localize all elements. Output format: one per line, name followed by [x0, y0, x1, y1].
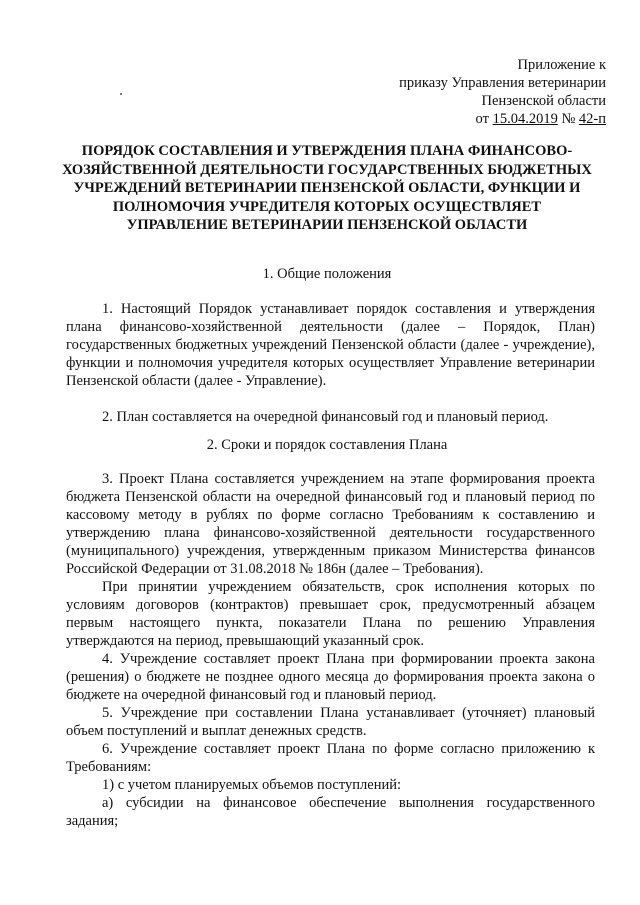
paragraph-6-1-a: а) субсидии на финансовое обеспечение выполнения государственного задания;: [66, 795, 595, 829]
document-body: [66, 300, 595, 426]
number-prefix: №: [561, 111, 576, 127]
paragraph-5: 5. Учреждение при составлении Плана устанавливает (уточняет) плановый объем поступлений и выплат денежных средств.: [66, 705, 595, 739]
paragraph-4: 4. Учреждение составляет проект Плана при формировании проекта закона (решения) о бюджете не позднее одного месяца до формирования проекта закона о бюджете на очередной финансовый год и плановый период.: [66, 651, 595, 703]
paragraph-6: 6. Учреждение составляет проект Плана по форме согласно приложению к Требованиям:: [66, 741, 595, 775]
order-number: 42-п: [578, 111, 606, 127]
paragraph-2: 2. План составляется на очередной финансовый год и плановый период.: [102, 409, 549, 425]
order-date: 15.04.2019: [492, 111, 558, 127]
appendix-block: [399, 56, 606, 128]
appendix-line-1: Приложение к: [517, 57, 606, 73]
document-body-section-2: [66, 470, 595, 830]
appendix-date-line: [399, 110, 606, 128]
date-prefix: от: [475, 111, 489, 127]
section-1-heading: 1. Общие положения: [262, 266, 392, 282]
scan-speck: [120, 93, 122, 95]
document-title: ПОРЯДОК СОСТАВЛЕНИЯ И УТВЕРЖДЕНИЯ ПЛАНА ФИНАНСОВО-ХОЗЯЙСТВЕННОЙ ДЕЯТЕЛЬНОСТИ ГОСУДАРСТВЕННЫХ БЮДЖЕТНЫХ УЧРЕЖДЕНИЙ ВЕТЕРИНАРИИ ПЕНЗЕНСКОЙ ОБЛАСТИ, ФУНКЦИИ И ПОЛНОМОЧИЯ УЧРЕДИТЕЛЯ КОТОРЫХ ОСУЩЕСТВЛЯЕТ УПРАВЛЕНИЕ ВЕТЕРИНАРИИ ПЕНЗЕНСКОЙ ОБЛАСТИ: [62, 143, 592, 233]
appendix-line-2: приказу Управления ветеринарии: [399, 75, 606, 91]
appendix-line-3: Пензенской области: [481, 93, 606, 109]
paragraph-3-second: При принятии учреждением обязательств, срок исполнения которых по условиям договоров (контрактов) превышает срок, предусмотренный абзацем первым настоящего пункта, показатели Плана по решению Управления утверждаются на период, превышающий указанный срок.: [66, 579, 595, 649]
section-2-heading: 2. Сроки и порядок составления Плана: [206, 437, 448, 453]
paragraph-6-1: 1) с учетом планируемых объемов поступлений:: [102, 777, 401, 793]
paragraph-3: 3. Проект Плана составляется учреждением на этапе формирования проекта бюджета Пензенской области на очередной финансовый год и плановый период по кассовому методу в рублях по форме согласно Требованиям к составлению и утверждению плана финансово-хозяйственной деятельности государственного (муниципального) учреждения, утвержденным приказом Министерства финансов Российской Федерации от 31.08.2018 № 186н (далее – Требования).: [66, 471, 595, 577]
paragraph-1: 1. Настоящий Порядок устанавливает порядок составления и утверждения плана финансово-хозяйственной деятельности (далее – Порядок, План) государственных бюджетных учреждений Пензенской области (далее - учреждение), функции и полномочия учредителя которых осуществляет Управление ветеринарии Пензенской области (далее - Управление).: [66, 301, 595, 389]
